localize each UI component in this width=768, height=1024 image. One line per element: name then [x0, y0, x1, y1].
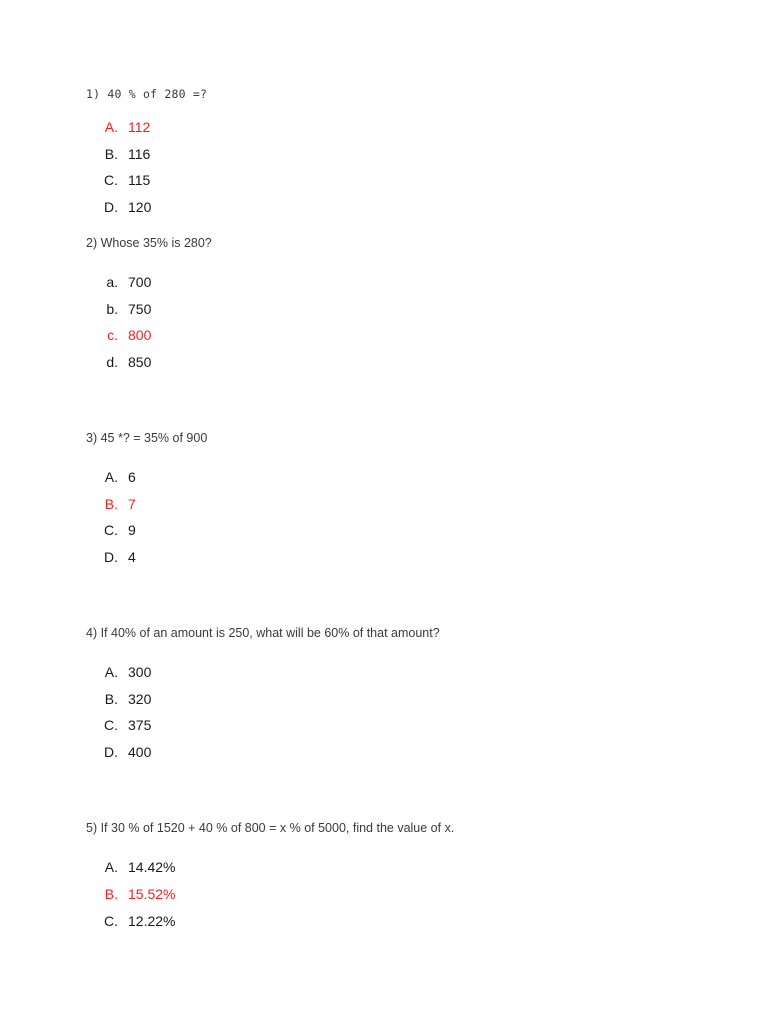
- option-value: 850: [128, 354, 152, 370]
- question-3-option-c: [102, 522, 136, 538]
- option-letter: a.: [106, 274, 118, 290]
- question-4-option-b: [102, 691, 151, 707]
- option-letter: A.: [104, 859, 118, 875]
- question-4-text: 4) If 40% of an amount is 250, what will be 60% of that amount?: [86, 626, 440, 640]
- question-2-option-c: [102, 327, 151, 343]
- question-5-text: 5) If 30 % of 1520 + 40 % of 800 = x % of 5000, find the value of x.: [86, 821, 455, 835]
- question-5-option-a: [102, 859, 175, 875]
- question-2-option-b: [102, 301, 151, 317]
- option-value: 14.42%: [128, 859, 176, 875]
- question-1-text: 1) 40 % of 280 =?: [86, 87, 208, 101]
- option-value: 750: [128, 301, 152, 317]
- option-value: 120: [128, 199, 152, 215]
- option-value: 700: [128, 274, 152, 290]
- option-letter: d.: [106, 354, 118, 370]
- option-value: 15.52%: [128, 886, 176, 902]
- option-value: 116: [128, 146, 151, 162]
- question-5-option-c: [102, 913, 175, 929]
- question-1-option-b: [102, 146, 150, 162]
- option-letter: C.: [104, 522, 118, 538]
- option-letter: A.: [104, 119, 118, 135]
- option-value: 400: [128, 744, 152, 760]
- option-letter: B.: [104, 691, 118, 707]
- option-letter: A.: [104, 469, 118, 485]
- option-value: 300: [128, 664, 152, 680]
- question-3-option-a: [102, 469, 136, 485]
- option-letter: C.: [104, 717, 118, 733]
- option-value: 9: [128, 522, 136, 538]
- question-4-option-d: [102, 744, 151, 760]
- option-value: 800: [128, 327, 152, 343]
- question-5-option-b: [102, 886, 175, 902]
- option-value: 12.22%: [128, 913, 176, 929]
- option-value: 320: [128, 691, 152, 707]
- question-2-text: 2) Whose 35% is 280?: [86, 236, 212, 250]
- option-value: 6: [128, 469, 136, 485]
- option-letter: B.: [104, 146, 118, 162]
- question-3-text: 3) 45 *? = 35% of 900: [86, 431, 208, 445]
- option-letter: D.: [104, 549, 118, 565]
- question-3-option-b: [102, 496, 136, 512]
- option-value: 115: [128, 172, 151, 188]
- option-value: 4: [128, 549, 136, 565]
- option-letter: D.: [104, 199, 118, 215]
- option-letter: c.: [107, 327, 118, 343]
- question-1-option-d: [102, 199, 151, 215]
- option-letter: B.: [104, 496, 118, 512]
- question-3-option-d: [102, 549, 136, 565]
- option-value: 112: [128, 119, 151, 135]
- option-letter: b.: [106, 301, 118, 317]
- option-letter: D.: [104, 744, 118, 760]
- option-letter: B.: [104, 886, 118, 902]
- option-letter: C.: [104, 172, 118, 188]
- option-letter: C.: [104, 913, 118, 929]
- question-4-option-c: [102, 717, 151, 733]
- question-2-option-a: [102, 274, 151, 290]
- question-1-option-c: [102, 172, 150, 188]
- question-2-option-d: [102, 354, 151, 370]
- option-value: 7: [128, 496, 136, 512]
- question-1-option-a: [102, 119, 150, 135]
- option-letter: A.: [104, 664, 118, 680]
- question-4-option-a: [102, 664, 151, 680]
- option-value: 375: [128, 717, 152, 733]
